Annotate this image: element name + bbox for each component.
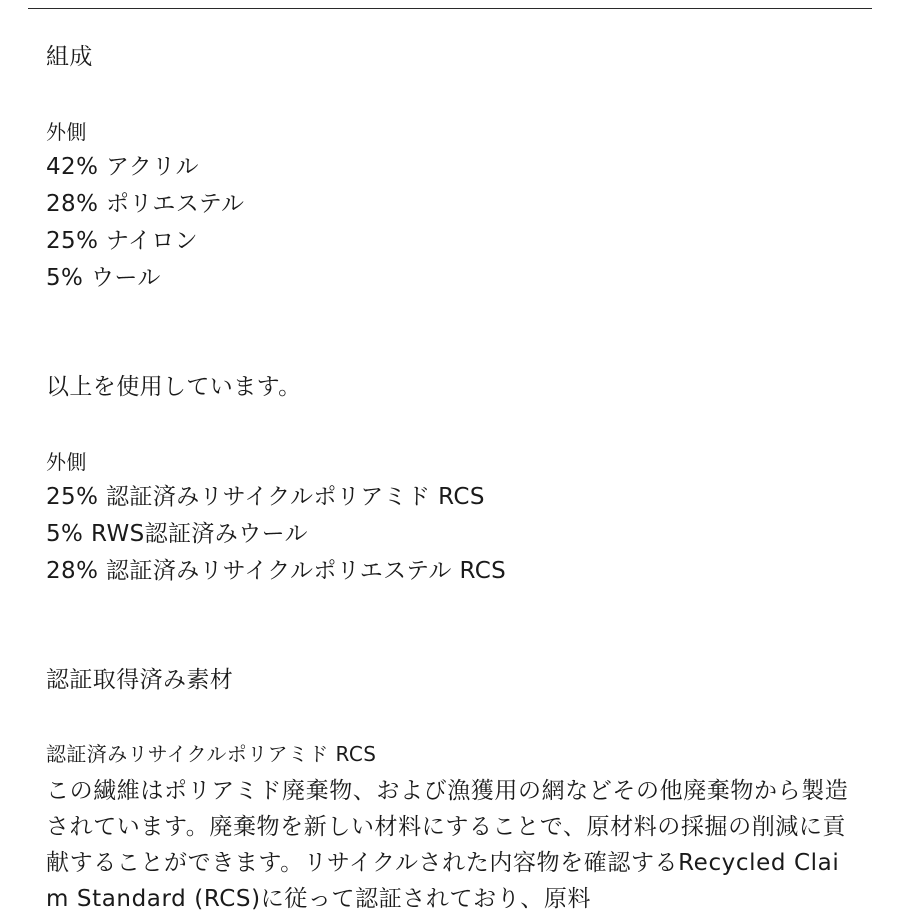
certified-materials-heading: 認証取得済み素材 — [46, 667, 234, 693]
composition-line: 42% アクリル — [46, 154, 199, 180]
outer-label: 外側 — [46, 120, 87, 144]
material-description: この繊維はポリアミド廃棄物、および漁獲用の網などその他廃棄物から製造されています。廃棄物を新しい材料にすることで、原材料の採掘の削減に貢献することができます。リサイクルされた内容物を確認するRecycled Claim Standard (RCS)に従って認証されており、原料 — [46, 778, 849, 912]
top-divider — [28, 8, 872, 9]
section-title: 組成 — [46, 44, 93, 70]
certified-composition-line: 28% 認証済みリサイクルポリエステル RCS — [46, 558, 507, 584]
composition-line: 28% ポリエステル — [46, 191, 245, 217]
material-name: 認証済みリサイクルポリアミド RCS — [46, 742, 377, 766]
outer-label: 外側 — [46, 450, 87, 474]
composition-line: 5% ウール — [46, 265, 161, 291]
certified-composition-line: 5% RWS認証済みウール — [46, 521, 308, 547]
certified-composition-line: 25% 認証済みリサイクルポリアミド RCS — [46, 484, 485, 510]
composition-line: 25% ナイロン — [46, 228, 199, 254]
usage-note: 以上を使用しています。 — [46, 374, 302, 400]
